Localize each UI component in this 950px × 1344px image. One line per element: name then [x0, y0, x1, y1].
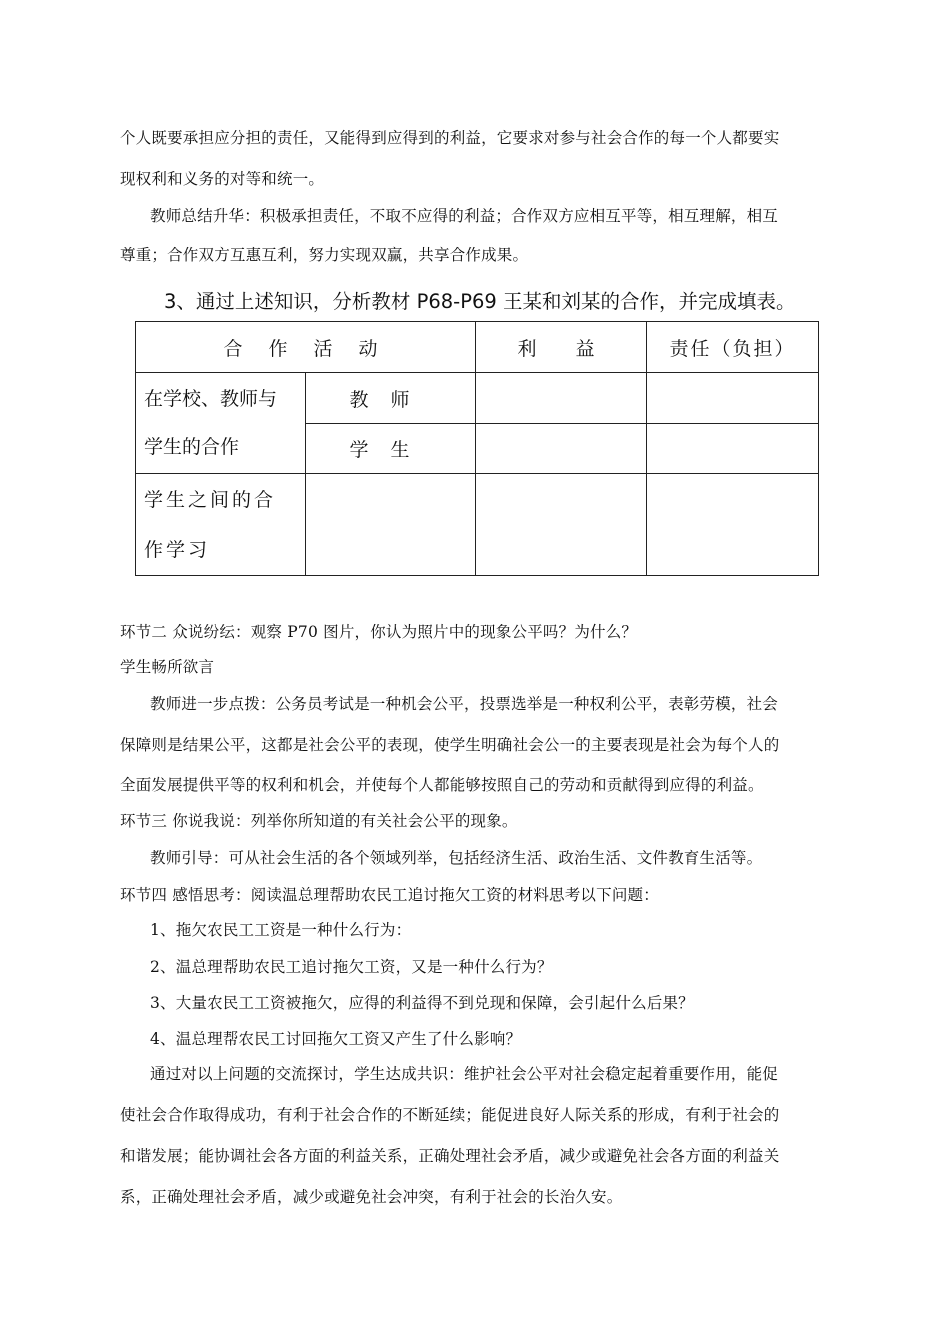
paragraph-line: 3、大量农民工工资被拖欠，应得的利益得不到兑现和保障，会引起什么后果？: [150, 994, 694, 1012]
paragraph-line: 环节四 感悟思考：阅读温总理帮助农民工追讨拖欠工资的材料思考以下问题：: [120, 886, 659, 904]
section-heading: 3、通过上述知识，分析教材 P68-P69 王某和刘某的合作，并完成填表。: [164, 290, 796, 313]
paragraph-line: 学生畅所欲言: [120, 658, 215, 676]
paragraph-line: 和谐发展；能协调社会各方面的利益关系，正确处理社会矛盾，减少或避免社会各方面的利益关: [120, 1147, 780, 1165]
group-peer-label-line1: 学生之间的合: [144, 488, 277, 511]
peer-role-cell[interactable]: [306, 474, 476, 576]
paragraph-line: 环节二 众说纷纭：观察 P70 图片，你认为照片中的现象公平吗？为什么？: [120, 623, 638, 641]
paragraph-line: 4、温总理帮农民工讨回拖欠工资又产生了什么影响？: [150, 1030, 522, 1048]
paragraph-line: 现权利和义务的对等和统一。: [120, 170, 325, 188]
header-responsibility: 责任（负担）: [647, 322, 819, 373]
group-peer-label: [136, 474, 306, 576]
header-cooperation-activity: 合 作 活 动: [136, 322, 476, 373]
teacher-benefit-cell[interactable]: [476, 373, 647, 424]
role-student: 学生: [306, 424, 476, 474]
student-responsibility-cell[interactable]: [647, 424, 819, 474]
paragraph-line: 教师进一步点拨：公务员考试是一种机会公平，投票选举是一种权利公平，表彰劳模，社会: [150, 695, 779, 713]
table-row: [136, 373, 819, 424]
paragraph-line: 全面发展提供平等的权利和机会，并使每个人都能够按照自己的劳动和贡献得到应得的利益。: [120, 776, 764, 794]
peer-benefit-cell[interactable]: [476, 474, 647, 576]
paragraph-line: 个人既要承担应分担的责任，又能得到应得到的利益，它要求对参与社会合作的每一个人都要实: [120, 129, 780, 147]
group-school-label-line2: 学生的合作: [144, 436, 240, 458]
group-school-label: [136, 373, 306, 474]
teacher-responsibility-cell[interactable]: [647, 373, 819, 424]
paragraph-line: 1、拖欠农民工工资是一种什么行为：: [150, 921, 412, 939]
group-peer-label-line2: 作学习: [144, 538, 211, 561]
paragraph-line: 保障则是结果公平，这都是社会公平的表现，使学生明确社会公一的主要表现是社会为每个人的: [120, 736, 780, 754]
cooperation-table: [135, 321, 819, 576]
paragraph-line: 系，正确处理社会矛盾，减少或避免社会冲突，有利于社会的长治久安。: [120, 1188, 623, 1206]
paragraph-line: 教师总结升华：积极承担责任，不取不应得的利益；合作双方应相互平等，相互理解，相互: [150, 207, 779, 225]
paragraph-line: 尊重；合作双方互惠互利，努力实现双赢，共享合作成果。: [120, 246, 529, 264]
table-header-row: [136, 322, 819, 373]
group-school-label-line1: 在学校、教师与: [144, 388, 278, 410]
table-row: [136, 474, 819, 576]
peer-responsibility-cell[interactable]: [647, 474, 819, 576]
student-benefit-cell[interactable]: [476, 424, 647, 474]
paragraph-line: 教师引导：可从社会生活的各个领域列举，包括经济生活、政治生活、文件教育生活等。: [150, 849, 763, 867]
role-teacher: 教师: [306, 373, 476, 424]
header-benefit: 利 益: [476, 322, 647, 373]
paragraph-line: 使社会合作取得成功，有利于社会合作的不断延续；能促进良好人际关系的形成，有利于社会的: [120, 1106, 780, 1124]
paragraph-line: 通过对以上问题的交流探讨，学生达成共识：维护社会公平对社会稳定起着重要作用，能促: [150, 1065, 779, 1083]
paragraph-line: 环节三 你说我说：列举你所知道的有关社会公平的现象。: [120, 812, 518, 830]
paragraph-line: 2、温总理帮助农民工追讨拖欠工资，又是一种什么行为？: [150, 958, 553, 976]
